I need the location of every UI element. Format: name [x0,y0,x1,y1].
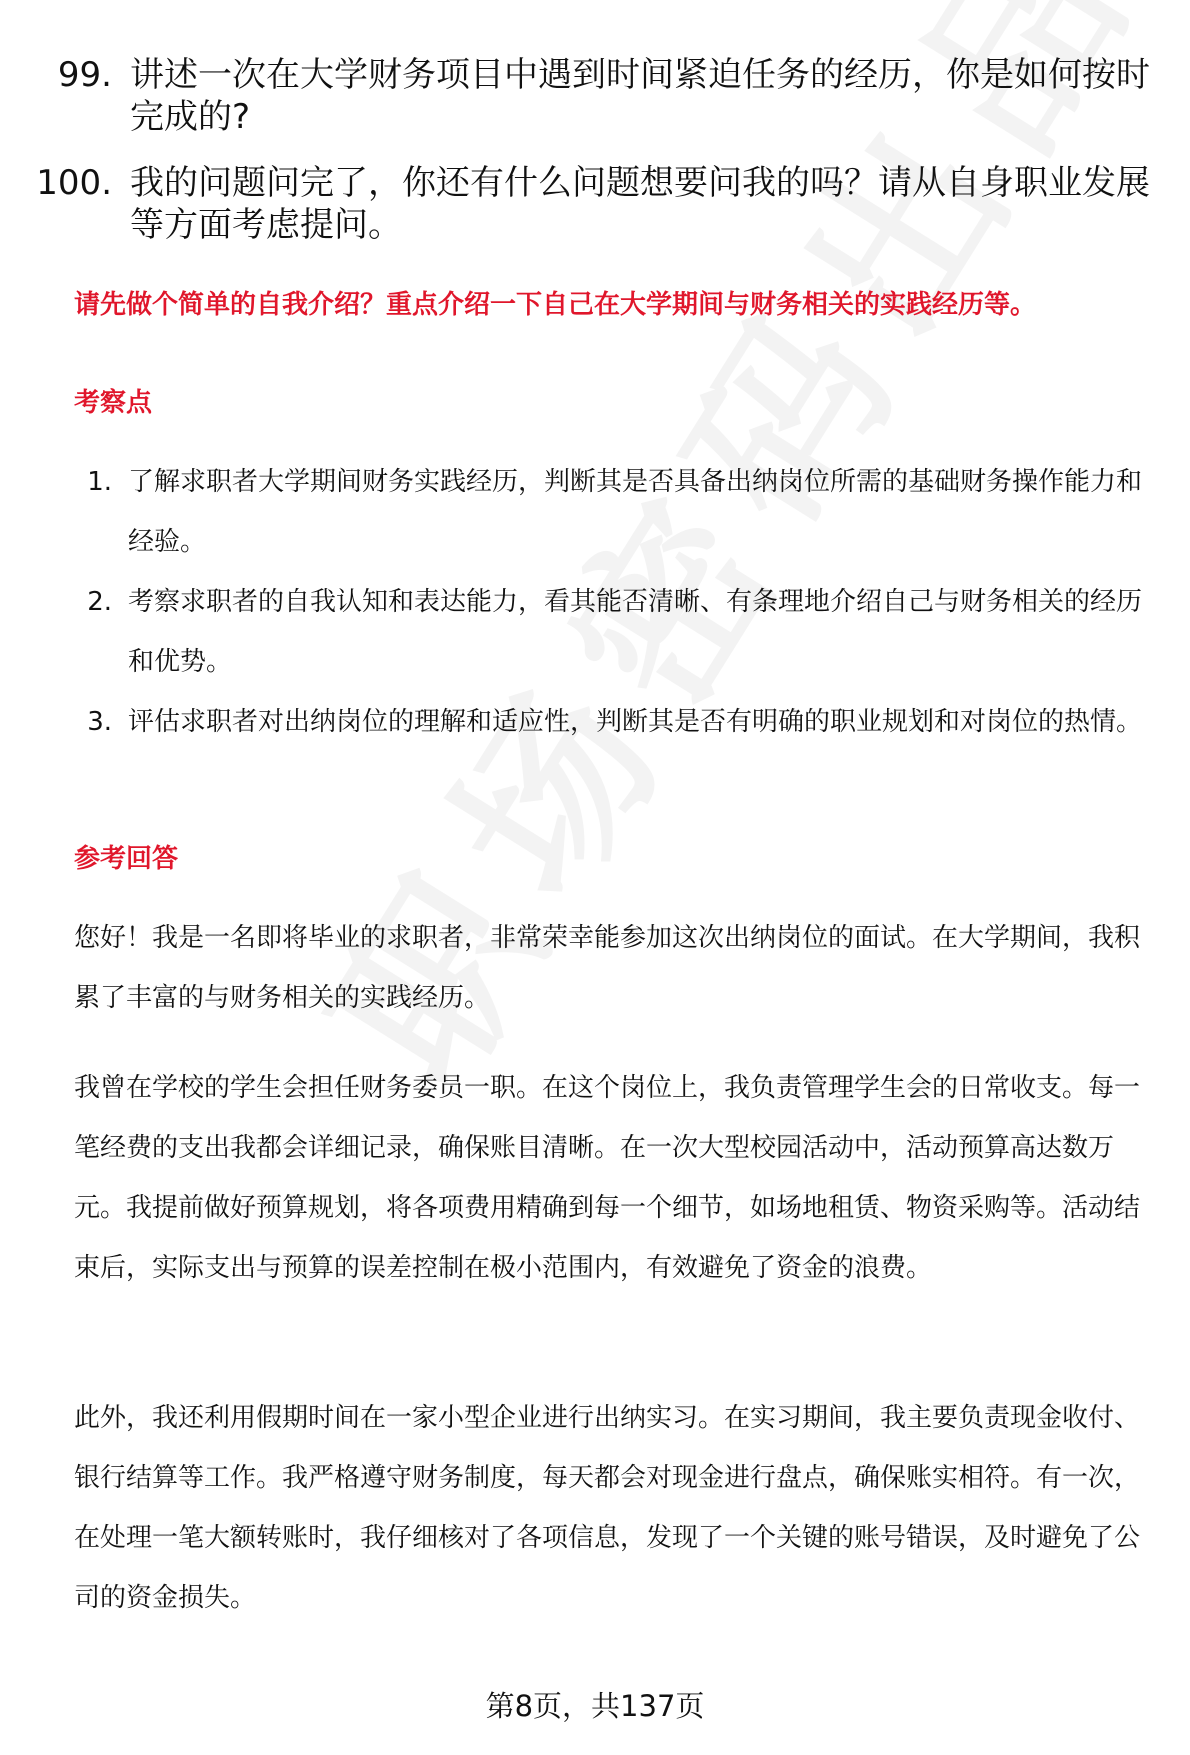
exam-point-number: 2. [87,587,112,617]
question-text: 讲述一次在大学财务项目中遇到时间紧迫任务的经历，你是如何按时完成的? [130,55,1150,137]
exam-point-number: 3. [87,707,112,737]
page-footer: 第8页，共137页 [485,1689,705,1723]
exam-point-text: 考察求职者的自我认知和表达能力，看其能否清晰、有条理地介绍自己与财务相关的经历和优势。 [128,587,1143,677]
answer-paragraph: 此外，我还利用假期时间在一家小型企业进行出纳实习。在实习期间，我主要负责现金收付、银行结算等工作。我严格遵守财务制度，每天都会对现金进行盘点，确保账实相符。有一次，在处理一笔大额转账时，我仔细核对了各项信息，发现了一个关键的账号错误，及时避免了公司的资金损失。 [74,1403,1141,1613]
exam-point-number: 1. [87,467,112,497]
section-title: 请先做个简单的自我介绍？重点介绍一下自己在大学期间与财务相关的实践经历等。 [74,290,1037,320]
answer-paragraph: 我曾在学校的学生会担任财务委员一职。在这个岗位上，我负责管理学生会的日常收支。每一笔经费的支出我都会详细记录，确保账目清晰。在一次大型校园活动中，活动预算高达数万元。我提前做好预算规划，将各项费用精确到每一个细节，如场地租赁、物资采购等。活动结束后，实际支出与预算的误差控制在极小范围内，有效避免了资金的浪费。 [74,1073,1141,1283]
answer-paragraph: 您好！我是一名即将毕业的求职者，非常荣幸能参加这次出纳岗位的面试。在大学期间，我积累了丰富的与财务相关的实践经历。 [74,923,1141,1013]
answer-heading: 参考回答 [74,844,179,874]
exam-points-heading: 考察点 [74,388,153,418]
exam-point-text: 了解求职者大学期间财务实践经历，判断其是否具备出纳岗位所需的基础财务操作能力和经验。 [128,467,1143,557]
question-number: 99. [57,55,112,95]
question-number: 100. [36,163,112,203]
exam-point-text: 评估求职者对出纳岗位的理解和适应性，判断其是否有明确的职业规划和对岗位的热情。 [128,707,1143,737]
question-text: 我的问题问完了，你还有什么问题想要问我的吗？请从自身职业发展等方面考虑提问。 [130,163,1150,245]
